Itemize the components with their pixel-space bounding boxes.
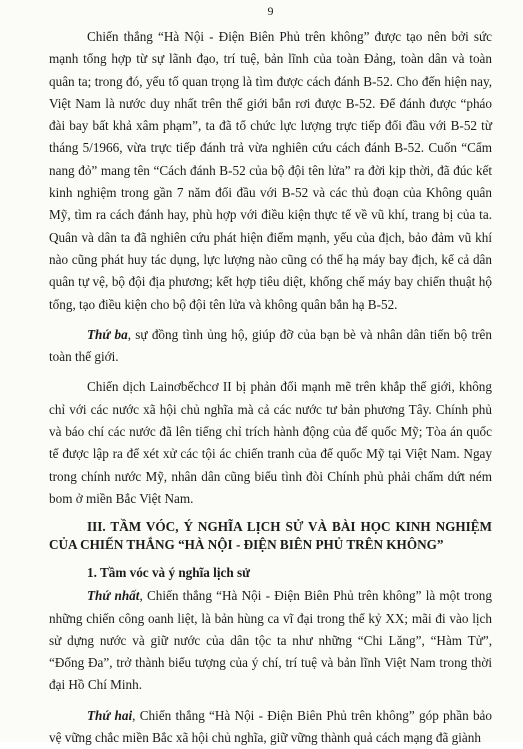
text-thu-ba: , sự đồng tình ủng hộ, giúp đỡ của bạn bè và nhân dân tiến bộ trên toàn thế giới.	[49, 326, 493, 365]
paragraph-b52-tactics: Chiến thắng “Hà Nội - Điện Biên Phủ trên không” được tạo nên bởi sức mạnh tổng hợp từ sự lãnh đạo, trí tuệ, bản lĩnh của toàn Đảng, toàn dân và toàn quân ta; trong đó, yếu tố quan trọng là tìm được cách đánh B-52. Cho đến hiện nay, Việt Nam là nước duy nhất trên thế giới bắn rơi được B-52. Để đánh được “pháo đài bay bất khả xâm phạm”, ta đã tổ chức lực lượng trực tiếp đối đầu với B-52 từ tháng 5/1966, vừa trực tiếp đánh trả vừa nghiên cứu cách đánh B-52. Cuốn “Cẩm nang đỏ” mang tên “Cách đánh B-52 của bộ đội tên lửa” ra đời kịp thời, đã đúc kết kinh nghiệm trong gần 7 năm đối đầu với B-52 và các thủ đoạn của Không quân Mỹ, tìm ra cách đánh hay, phù hợp với điều kiện thực tế về vũ khí, trang bị của ta. Quân và dân ta đã nghiên cứu phát hiện điểm mạnh, yếu của địch, bảo đảm vũ khí nào cũng phát huy tác dụng, lực lượng nào cũng có thể hạ máy bay địch, kể cả dân quân tự vệ, bộ đội địa phương; kết hợp tiêu diệt, khống chế máy bay chiến thuật hộ tống, tạo điều kiện cho bộ đội tên lửa và không quân bắn hạ B-52.	[49, 29, 492, 312]
section-heading: III. TẦM VÓC, Ý NGHĨA LỊCH SỬ VÀ BÀI HỌC KINH NGHIỆM CỦA CHIẾN THẮNG “HÀ NỘI - ĐIỆN BIÊN PHỦ TRÊN KHÔNG”	[49, 519, 492, 553]
text-thu-hai: , Chiến thắng “Hà Nội - Điện Biên Phủ trên không” góp phần bảo vệ vững chắc miền Bắc xã hội chủ nghĩa, giữ vững thành quả cách mạng đã giành	[49, 707, 492, 746]
paragraph-linebacker: Chiến dịch Lainơbếchcơ II bị phản đối mạnh mẽ trên khắp thế giới, không chỉ với các nước xã hội chủ nghĩa mà cả các nước tư bản phương Tây. Chính phủ và báo chí các nước đã lên tiếng chỉ trích hành động của đế quốc Mỹ; Tòa án quốc tế được lập ra để xét xử các tội ác chiến tranh của đế quốc Mỹ tại Việt Nam. Ngay trong chính nước Mỹ, nhân dân cũng biểu tình đòi Chính phủ phải chấm dứt ném bom ở miền Bắc Việt Nam.	[49, 379, 492, 506]
lead-thu-nhat: Thứ nhất	[87, 588, 140, 604]
page-number: 9	[267, 4, 274, 18]
paragraph-thu-nhat	[49, 585, 492, 696]
paragraph-thu-hai	[49, 705, 492, 749]
paragraph-thu-ba	[49, 324, 492, 369]
lead-thu-ba: Thứ ba	[87, 326, 128, 342]
subsection-heading: 1. Tầm vóc và ý nghĩa lịch sử	[87, 565, 251, 581]
text-thu-nhat: , Chiến thắng “Hà Nội - Điện Biên Phủ trên không” là một trong những chiến công oanh liệt, là bản hùng ca vĩ đại trong thế kỷ XX; mãi đi vào lịch sử dựng nước và giữ nước của dân tộc ta như những “Chi Lăng”, “Hàm Tử”, “Đống Đa”, trở thành biểu tượng của ý chí, trí tuệ và bản lĩnh Việt Nam trong thời đại Hồ Chí Minh.	[49, 588, 492, 693]
lead-thu-hai: Thứ hai	[87, 707, 133, 723]
